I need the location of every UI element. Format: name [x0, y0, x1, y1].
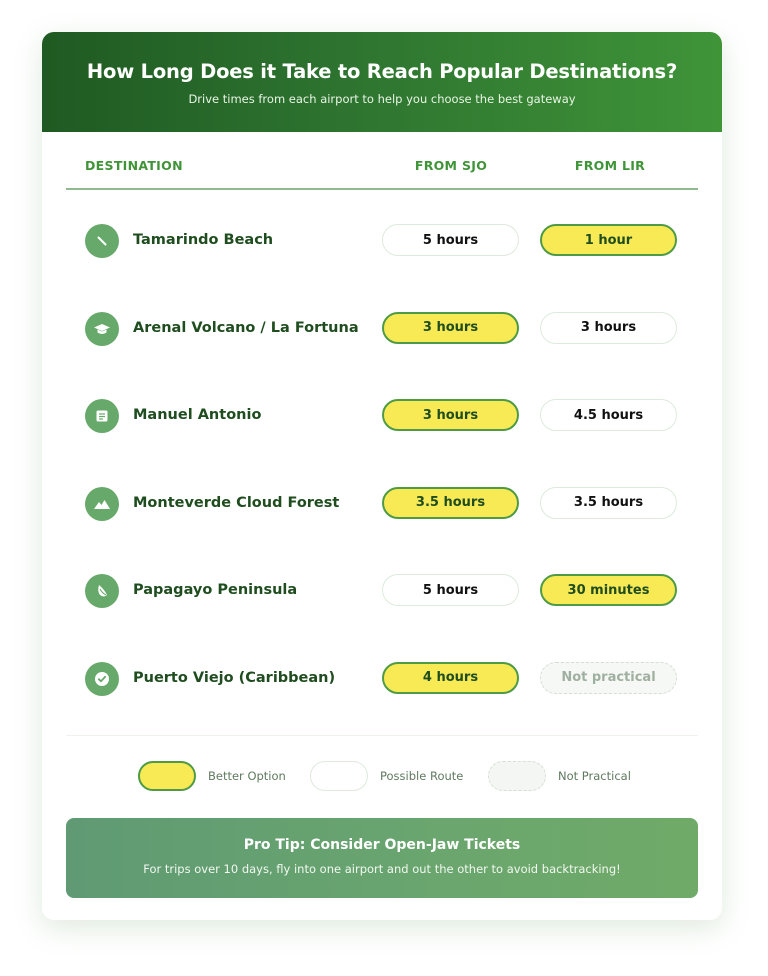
sjo-drive-time: 5 hours [382, 574, 519, 606]
legend-item-possible [310, 760, 463, 792]
check-circle-icon [85, 662, 119, 696]
legend-swatch-better [138, 761, 196, 791]
column-header-destination: DESTINATION [85, 158, 183, 173]
graduation-cap-icon [85, 312, 119, 346]
card-header [42, 32, 722, 132]
lir-drive-time: 1 hour [540, 224, 677, 256]
sjo-drive-time: 3 hours [382, 399, 519, 431]
legend-item-better [138, 760, 286, 792]
table-row [66, 365, 698, 453]
legend-label: Better Option [208, 769, 286, 783]
drive-times-table [66, 132, 698, 715]
section-divider [66, 735, 698, 736]
destination-name: Puerto Viejo (Caribbean) [133, 669, 336, 686]
leaf-icon [85, 574, 119, 608]
lir-drive-time: 4.5 hours [540, 399, 677, 431]
legend-swatch-impractical [488, 761, 546, 791]
table-row [66, 190, 698, 278]
destination-name: Arenal Volcano / La Fortuna [133, 319, 359, 336]
pro-tip-title: Pro Tip: Consider Open-Jaw Tickets [243, 837, 521, 853]
lir-drive-time: 3.5 hours [540, 487, 677, 519]
legend-swatch-possible [310, 761, 368, 791]
drive-times-card [42, 32, 722, 920]
table-row [66, 453, 698, 541]
table-row [66, 540, 698, 628]
sjo-drive-time: 4 hours [382, 662, 519, 694]
lir-drive-time: 3 hours [540, 312, 677, 344]
destination-name: Papagayo Peninsula [133, 582, 298, 598]
pro-tip-text: For trips over 10 days, fly into one airport and out the other to avoid backtracking! [143, 862, 621, 876]
destination-name: Monteverde Cloud Forest [133, 494, 340, 511]
legend-label: Not Practical [558, 769, 631, 783]
destination-name: Tamarindo Beach [133, 232, 274, 248]
legend-label: Possible Route [380, 769, 464, 783]
sjo-drive-time: 3 hours [382, 312, 519, 344]
table-row [66, 628, 698, 716]
sjo-drive-time: 3.5 hours [382, 487, 519, 519]
surfboard-icon [85, 224, 119, 258]
lir-drive-time: 30 minutes [540, 574, 677, 606]
legend [42, 760, 722, 794]
page-title: How Long Does it Take to Reach Popular Destinations? [86, 60, 678, 83]
column-header-from-lir: FROM LIR [574, 158, 646, 173]
pro-tip-banner [66, 818, 698, 898]
table-header [66, 132, 698, 190]
table-row [66, 278, 698, 366]
mountain-icon [85, 487, 119, 521]
page-subtitle: Drive times from each airport to help you choose the best gateway [188, 92, 576, 106]
document-icon [85, 399, 119, 433]
lir-drive-time: Not practical [540, 662, 677, 694]
sjo-drive-time: 5 hours [382, 224, 519, 256]
column-header-from-sjo: FROM SJO [414, 158, 488, 173]
destination-name: Manuel Antonio [133, 407, 262, 423]
legend-item-impractical [488, 760, 631, 792]
